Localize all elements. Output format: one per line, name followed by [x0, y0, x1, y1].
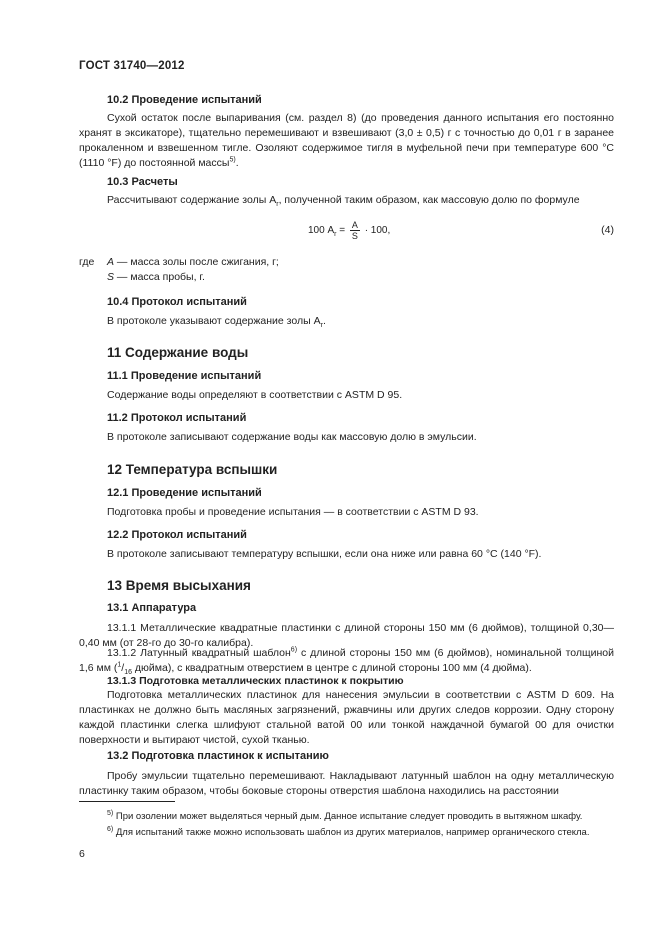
section-10-3-sub: r [276, 201, 279, 209]
section-13-title: 13 Время высыхания [107, 578, 251, 593]
section-10-4-title: 10.4 Протокол испытаний [107, 296, 247, 308]
section-10-3-body: Рассчитывают содержание золы А [107, 194, 277, 206]
section-10-3-title: 10.3 Расчеты [107, 176, 178, 188]
section-13-1-2-a: 13.1.2 Латунный квадратный шаблон [107, 647, 291, 659]
formula-fraction [350, 220, 360, 241]
section-10-4-body: В протоколе указывают содержание золы А [107, 315, 321, 327]
section-10-2-text [79, 111, 614, 171]
fraction-numerator: 1 [117, 661, 122, 669]
where-s-text: — масса пробы, г. [114, 271, 205, 283]
section-13-1-1-text: 13.1.1 Металлические квадратные пластинки с длиной стороны 150 мм (6 дюймов), толщиной 0,30—0,40 мм (от 28-го до 30-го калибра). [79, 622, 614, 649]
section-13-2-text: Пробу эмульсии тщательно перемешивают. Накладывают латунный шаблон на одну металлическую пластинку таким образом, чтобы боковые стороны отверстия шаблона находились на расстоянии [79, 770, 614, 797]
section-10-4-text [107, 315, 326, 329]
page-number: 6 [79, 848, 85, 860]
section-13-1-3-title: 13.1.3 Подготовка металлических пластинок к покрытию [107, 675, 404, 687]
section-11-2-text: В протоколе записывают содержание воды как массовую долю в эмульсии. [107, 431, 477, 443]
formula-lhs: 100 А [308, 225, 335, 237]
where-a-text: — масса золы после сжигания, г; [114, 256, 279, 268]
section-12-1-text: Подготовка пробы и проведение испытания — в соответствии с ASTM D 93. [107, 506, 479, 518]
footnote-5-mark: 5) [107, 809, 114, 817]
footnote-5 [79, 810, 614, 824]
section-10-2-title: 10.2 Проведение испытаний [107, 94, 262, 106]
footnote-6-text: Для испытаний также можно использовать шаблон из других материалов, например органического стекла. [113, 827, 590, 838]
formula-number: (4) [601, 224, 614, 236]
section-13-1-title: 13.1 Аппаратура [107, 602, 197, 614]
section-10-2-body: Сухой остаток после выпаривания (см. раздел 8) (до проведения данного испытания его постоянно хранят в эксикаторе), тщательно перемешивают и взвешивают (3,0 ± 0,5) г с точностью до 0,01 г в заранее прокаленном и взвешенном тигле. Озоляют содержимое тигля в муфельной печи при температуре 600 °С (1110 °F) до постоянной массы [79, 112, 614, 169]
formula-numerator: А [351, 220, 358, 230]
formula-lhs-sub: r [334, 231, 337, 239]
section-12-title: 12 Температура вспышки [107, 462, 278, 477]
footnote-ref-5: 5) [229, 156, 236, 164]
section-13-1-2-b: с длиной стороны 150 мм (6 дюймов), номинальной толщиной 1,6 мм ( [79, 647, 614, 674]
where-label: где [79, 256, 95, 268]
section-12-2-text: В протоколе записывают температуру вспышки, если она ниже или равна 60 °С (140 °F). [107, 548, 542, 560]
footnote-separator [79, 801, 175, 802]
formula-rhs: · 100, [364, 225, 391, 237]
section-10-4-sub: r [320, 322, 323, 330]
formula-eq: = [339, 225, 346, 237]
section-11-title: 11 Содержание воды [107, 345, 249, 360]
footnote-6 [79, 826, 614, 840]
footnote-ref-6: 6) [290, 646, 298, 654]
section-10-3-text [107, 194, 580, 208]
section-13-1-2-text: 13.1.2 Латунный квадратный шаблон$^{6)}$ с длиной стороны 150 мм (6 дюймов), номинальной толщиной 1,6 мм ($^1/_{16}$ дюйма), с квадратным отверстием в центре с длиной стороны 100 мм (4 дюйма). [79, 646, 614, 677]
section-10-4-end: . [322, 315, 326, 327]
where-s [107, 271, 205, 283]
section-10-2-end: . [235, 157, 239, 169]
footnote-5-text: При озолении может выделяться черный дым. Данное испытание следует проводить в вытяжном шкафу. [113, 811, 583, 822]
section-11-1-title: 11.1 Проведение испытаний [107, 370, 262, 382]
section-13-2-title: 13.2 Подготовка пластинок к испытанию [107, 750, 329, 762]
footnote-6-mark: 6) [107, 825, 114, 833]
where-a-symbol: А [107, 256, 115, 268]
section-13-1-2-c: дюйма), с квадратным отверстием в центре с длиной стороны 100 мм (4 дюйма). [132, 662, 532, 674]
where-a [107, 256, 279, 268]
section-11-1-text: Содержание воды определяют в соответствии с ASTM D 95. [107, 389, 403, 401]
section-12-2-title: 12.2 Протокол испытаний [107, 529, 247, 541]
section-12-1-title: 12.1 Проведение испытаний [107, 487, 262, 499]
section-11-2-title: 11.2 Протокол испытаний [107, 412, 247, 424]
section-13-1-3-text: Подготовка металлических пластинок для нанесения эмульсии в соответствии с ASTM D 609. На пластинках не должно быть масляных загрязнений, ржавчины или других следов коррозии. Одну сторону каждой пластинки слегка шлифуют стальной ватой 00 или тонкой наждачной бумагой 00 для очистки поверхности и вытирают чистой, сухой тканью. [79, 689, 614, 746]
section-10-3-body2: , полученной таким образом, как массовую долю по формуле [278, 194, 580, 206]
where-s-symbol: S [107, 271, 115, 283]
standard-header: ГОСТ 31740—2012 [79, 60, 185, 72]
fraction-denominator: 16 [124, 669, 132, 677]
formula-denominator: S [351, 231, 358, 241]
formula-4 [308, 220, 390, 241]
